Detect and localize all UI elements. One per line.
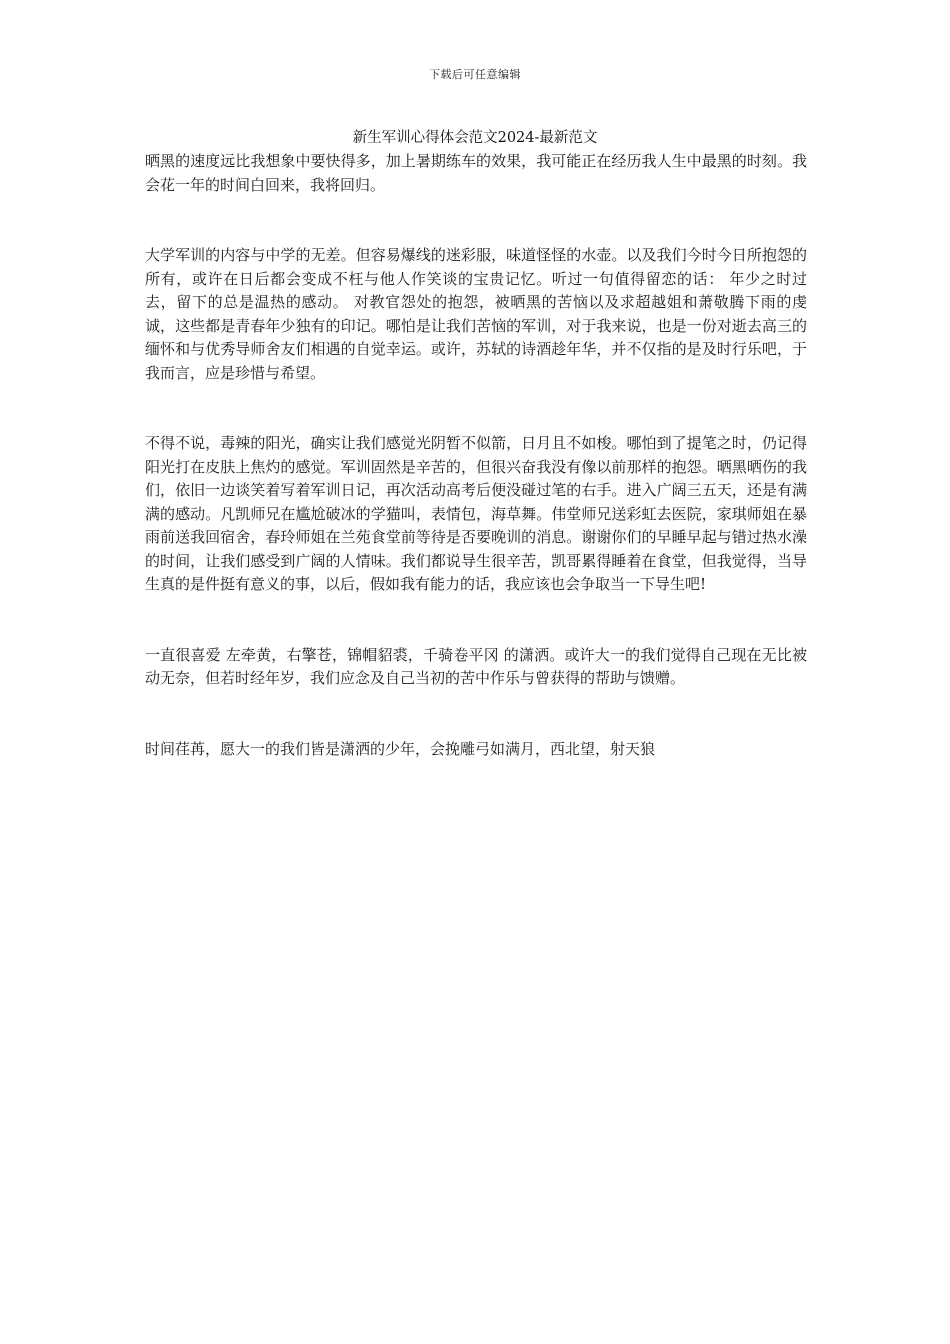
paragraph-4: 一直很喜爱 左牵黄，右擎苍，锦帽貂裘，千骑卷平冈 的潇洒。或许大一的我们觉得自己现在无比被动无奈，但若时经年岁，我们应念及自己当初的苦中作乐与曾获得的帮助与馈赠。 (145, 645, 807, 687)
paragraph-5: 时间荏苒，愿大一的我们皆是潇洒的少年，会挽雕弓如满月，西北望，射天狼 (145, 739, 656, 758)
paragraph-spacer (145, 691, 807, 738)
paragraph-spacer (145, 597, 807, 644)
document-title: 新生军训心得体会范文2024-最新范文 (352, 130, 598, 146)
paragraph-spacer (145, 197, 807, 244)
paragraph-spacer (145, 385, 807, 432)
document-body (145, 150, 807, 761)
header-note: 下载后可任意编辑 (429, 68, 521, 81)
paragraph-2: 大学军训的内容与中学的无差。但容易爆线的迷彩服，味道怪怪的水壶。以及我们今时今日所抱怨的所有，或许在日后都会变成不枉与他人作笑谈的宝贵记忆。听过一句值得留恋的话： 年少之时过去，留下的总是温热的感动。 对教官怨处的抱怨，被晒黑的苦恼以及求超越姐和萧敬腾下雨的虔诚，这些都是青春年少独有的印记。哪怕是让我们苦恼的军训，对于我来说，也是一份对逝去高三的缅怀和与优秀导师舍友们相遇的自觉幸运。或许，苏轼的诗酒趁年华，并不仅指的是及时行乐吧，于我而言，应是珍惜与希望。 (145, 246, 807, 382)
paragraph-3: 不得不说，毒辣的阳光，确实让我们感觉光阴暂不似箭，日月且不如梭。哪怕到了提笔之时，仍记得阳光打在皮肤上焦灼的感觉。军训固然是辛苦的，但很兴奋我没有像以前那样的抱怨。晒黑晒伤的我们，依旧一边谈笑着写着军训日记，再次活动高考后便没碰过笔的右手。进入广阔三五天，还是有满满的感动。凡凯师兄在尴尬破冰的学猫叫，表情包，海草舞。伟堂师兄送彩虹去医院，家琪师姐在暴雨前送我回宿舍，春玲师姐在兰苑食堂前等待是否要晚训的消息。谢谢你们的早睡早起与错过热水澡的时间，让我们感受到广阔的人情味。我们都说导生很辛苦，凯哥累得睡着在食堂，但我觉得，当导生真的是件挺有意义的事，以后，假如我有能力的话，我应该也会争取当一下导生吧! (145, 434, 807, 593)
paragraph-1: 晒黑的速度远比我想象中要快得多，加上暑期练车的效果，我可能正在经历我人生中最黑的时刻。我会花一年的时间白回来，我将回归。 (145, 152, 807, 194)
